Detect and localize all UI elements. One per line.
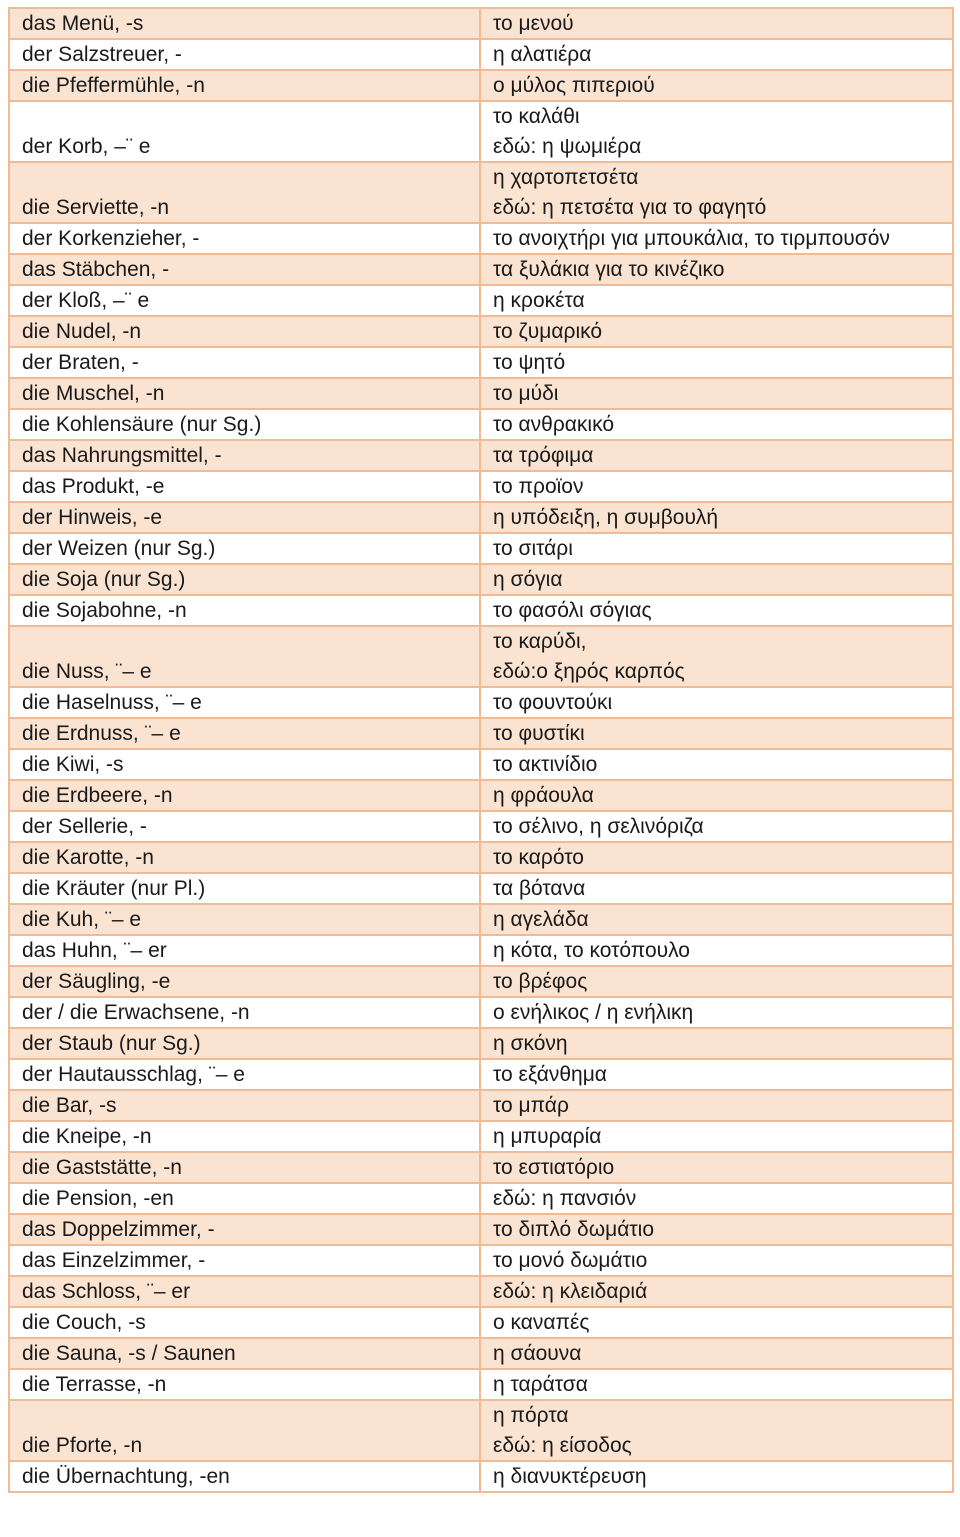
translation-line: η φράουλα (493, 784, 594, 807)
german-term: die Kräuter (nur Pl.) (9, 873, 480, 904)
german-term: das Einzelzimmer, - (9, 1245, 480, 1276)
german-term: der / die Erwachsene, -n (9, 997, 480, 1028)
german-term: der Säugling, -e (9, 966, 480, 997)
translation-line: το μύδι (493, 382, 559, 405)
greek-translation (480, 533, 953, 564)
vocabulary-table-body (9, 8, 953, 1492)
german-term: die Kiwi, -s (9, 749, 480, 780)
translation-line: το σέλινο, η σελινόριζα (493, 815, 704, 838)
translation-line: το καλάθι (493, 105, 580, 128)
vocab-row (9, 101, 953, 162)
translation-line: η σόγια (493, 568, 563, 591)
translation-line: η υπόδειξη, η συμβουλή (493, 506, 719, 529)
vocab-row (9, 935, 953, 966)
translation-line: το μπάρ (493, 1094, 569, 1117)
greek-translation (480, 347, 953, 378)
german-term: der Korkenzieher, - (9, 223, 480, 254)
german-term: die Terrasse, -n (9, 1369, 480, 1400)
translation-line: εδώ: η κλειδαριά (493, 1280, 648, 1303)
greek-translation (480, 101, 953, 162)
translation-line: το σιτάρι (493, 537, 573, 560)
translation-line: η σκόνη (493, 1032, 568, 1055)
greek-translation (480, 687, 953, 718)
german-term: der Hautausschlag, ¨– e (9, 1059, 480, 1090)
greek-translation (480, 749, 953, 780)
german-term: der Sellerie, - (9, 811, 480, 842)
german-term: die Sojabohne, -n (9, 595, 480, 626)
translation-line: εδώ: η πετσέτα για το φαγητό (493, 195, 767, 219)
vocab-row (9, 8, 953, 39)
german-term: die Nuss, ¨– e (9, 626, 480, 687)
german-term: die Haselnuss, ¨– e (9, 687, 480, 718)
vocab-row (9, 749, 953, 780)
greek-translation (480, 718, 953, 749)
translation-line: τα βότανα (493, 877, 586, 900)
vocab-row (9, 626, 953, 687)
german-term: der Hinweis, -e (9, 502, 480, 533)
german-term: die Sauna, -s / Saunen (9, 1338, 480, 1369)
translation-line: το διπλό δωμάτιο (493, 1218, 655, 1241)
translation-line: το φυστίκι (493, 722, 585, 745)
vocab-row (9, 1121, 953, 1152)
translation-line: η ταράτσα (493, 1373, 588, 1396)
greek-translation (480, 997, 953, 1028)
vocab-row (9, 811, 953, 842)
german-term: das Stäbchen, - (9, 254, 480, 285)
greek-translation (480, 1338, 953, 1369)
greek-translation (480, 1245, 953, 1276)
vocab-row (9, 1028, 953, 1059)
german-term: der Weizen (nur Sg.) (9, 533, 480, 564)
vocabulary-table (8, 7, 954, 1493)
translation-line: η κροκέτα (493, 289, 585, 312)
german-term: die Pforte, -n (9, 1400, 480, 1461)
greek-translation (480, 1059, 953, 1090)
greek-translation (480, 595, 953, 626)
vocab-row (9, 533, 953, 564)
german-term: die Karotte, -n (9, 842, 480, 873)
greek-translation (480, 409, 953, 440)
translation-line: η χαρτοπετσέτα (493, 166, 639, 189)
greek-translation (480, 1028, 953, 1059)
german-term: die Serviette, -n (9, 162, 480, 223)
german-term: die Couch, -s (9, 1307, 480, 1338)
german-term: die Kuh, ¨– e (9, 904, 480, 935)
german-term: die Nudel, -n (9, 316, 480, 347)
vocab-row (9, 70, 953, 101)
vocab-row (9, 347, 953, 378)
greek-translation (480, 780, 953, 811)
translation-line: η σάουνα (493, 1342, 582, 1365)
translation-line: η αγελάδα (493, 908, 589, 931)
translation-line: το βρέφος (493, 970, 588, 993)
translation-line: τα ξυλάκια για το κινέζικο (493, 258, 725, 281)
translation-line: η κότα, το κοτόπουλο (493, 939, 690, 962)
vocab-row (9, 997, 953, 1028)
german-term: das Produkt, -e (9, 471, 480, 502)
vocab-row (9, 471, 953, 502)
translation-line: το εστιατόριο (493, 1156, 615, 1179)
vocab-row (9, 1400, 953, 1461)
vocab-row (9, 316, 953, 347)
vocab-row (9, 378, 953, 409)
vocab-row (9, 1090, 953, 1121)
translation-line: εδώ: η πανσιόν (493, 1187, 637, 1210)
translation-line: η πόρτα (493, 1404, 569, 1427)
vocab-row (9, 780, 953, 811)
greek-translation (480, 285, 953, 316)
greek-translation (480, 254, 953, 285)
vocab-row (9, 409, 953, 440)
vocab-row (9, 1183, 953, 1214)
greek-translation (480, 904, 953, 935)
greek-translation (480, 70, 953, 101)
greek-translation (480, 811, 953, 842)
greek-translation (480, 471, 953, 502)
translation-line: το ψητό (493, 351, 566, 374)
german-term: der Kloß, –¨ e (9, 285, 480, 316)
vocab-row (9, 1369, 953, 1400)
german-term: der Staub (nur Sg.) (9, 1028, 480, 1059)
greek-translation (480, 1461, 953, 1492)
translation-line: το καρύδι, (493, 630, 587, 653)
greek-translation (480, 1183, 953, 1214)
greek-translation (480, 873, 953, 904)
greek-translation (480, 1152, 953, 1183)
german-term: der Salzstreuer, - (9, 39, 480, 70)
greek-translation (480, 8, 953, 39)
german-term: die Pension, -en (9, 1183, 480, 1214)
german-term: die Erdbeere, -n (9, 780, 480, 811)
greek-translation (480, 39, 953, 70)
translation-line: το καρότο (493, 846, 584, 869)
greek-translation (480, 1369, 953, 1400)
vocab-row (9, 1059, 953, 1090)
greek-translation (480, 935, 953, 966)
greek-translation (480, 316, 953, 347)
greek-translation (480, 1121, 953, 1152)
greek-translation (480, 1400, 953, 1461)
german-term: das Menü, -s (9, 8, 480, 39)
translation-line: η αλατιέρα (493, 43, 592, 66)
greek-translation (480, 842, 953, 873)
translation-line: το ανθρακικό (493, 413, 615, 436)
vocab-row (9, 718, 953, 749)
vocab-row (9, 966, 953, 997)
greek-translation (480, 1276, 953, 1307)
vocab-row (9, 873, 953, 904)
vocab-row (9, 223, 953, 254)
greek-translation (480, 1214, 953, 1245)
translation-line: ο καναπές (493, 1311, 590, 1334)
greek-translation (480, 626, 953, 687)
vocab-row (9, 502, 953, 533)
greek-translation (480, 378, 953, 409)
greek-translation (480, 440, 953, 471)
translation-line: το φασόλι σόγιας (493, 599, 652, 622)
vocab-row (9, 842, 953, 873)
german-term: der Korb, –¨ e (9, 101, 480, 162)
vocab-row (9, 1338, 953, 1369)
german-term: der Braten, - (9, 347, 480, 378)
german-term: die Kneipe, -n (9, 1121, 480, 1152)
translation-line: το φουντούκι (493, 691, 613, 714)
translation-line: το ακτινίδιο (493, 753, 598, 776)
greek-translation (480, 162, 953, 223)
greek-translation (480, 1307, 953, 1338)
translation-line: τα τρόφιμα (493, 444, 594, 467)
greek-translation (480, 502, 953, 533)
translation-line: η διανυκτέρευση (493, 1465, 647, 1488)
german-term: das Nahrungsmittel, - (9, 440, 480, 471)
german-term: das Schloss, ¨– er (9, 1276, 480, 1307)
translation-line: το εξάνθημα (493, 1063, 607, 1086)
translation-line: ο ενήλικος / η ενήλικη (493, 1001, 694, 1024)
translation-line: το μενού (493, 12, 574, 35)
translation-line: η μπυραρία (493, 1125, 602, 1148)
german-term: die Erdnuss, ¨– e (9, 718, 480, 749)
vocab-row (9, 595, 953, 626)
vocab-row (9, 687, 953, 718)
german-term: die Bar, -s (9, 1090, 480, 1121)
vocab-row (9, 1245, 953, 1276)
vocab-row (9, 285, 953, 316)
german-term: die Muschel, -n (9, 378, 480, 409)
greek-translation (480, 564, 953, 595)
german-term: das Huhn, ¨– er (9, 935, 480, 966)
translation-line: εδώ: η ψωμιέρα (493, 134, 642, 158)
vocab-row (9, 1276, 953, 1307)
german-term: das Doppelzimmer, - (9, 1214, 480, 1245)
translation-line: το ζυμαρικό (493, 320, 603, 343)
translation-line: το προϊον (493, 475, 584, 498)
translation-line: το ανοιχτήρι για μπουκάλια, το τιρμπουσόν (493, 227, 890, 250)
german-term: die Pfeffermühle, -n (9, 70, 480, 101)
vocab-row (9, 162, 953, 223)
greek-translation (480, 966, 953, 997)
german-term: die Übernachtung, -en (9, 1461, 480, 1492)
greek-translation (480, 1090, 953, 1121)
vocab-row (9, 564, 953, 595)
translation-line: ο μύλος πιπεριού (493, 74, 655, 97)
german-term: die Gaststätte, -n (9, 1152, 480, 1183)
translation-line: εδώ:ο ξηρός καρπός (493, 659, 685, 683)
vocab-row (9, 440, 953, 471)
vocab-row (9, 1214, 953, 1245)
vocab-row (9, 1152, 953, 1183)
vocab-row (9, 904, 953, 935)
german-term: die Soja (nur Sg.) (9, 564, 480, 595)
vocab-row (9, 39, 953, 70)
translation-line: εδώ: η είσοδος (493, 1433, 632, 1457)
vocab-row (9, 254, 953, 285)
german-term: die Kohlensäure (nur Sg.) (9, 409, 480, 440)
vocab-row (9, 1307, 953, 1338)
vocab-row (9, 1461, 953, 1492)
greek-translation (480, 223, 953, 254)
translation-line: το μονό δωμάτιο (493, 1249, 648, 1272)
